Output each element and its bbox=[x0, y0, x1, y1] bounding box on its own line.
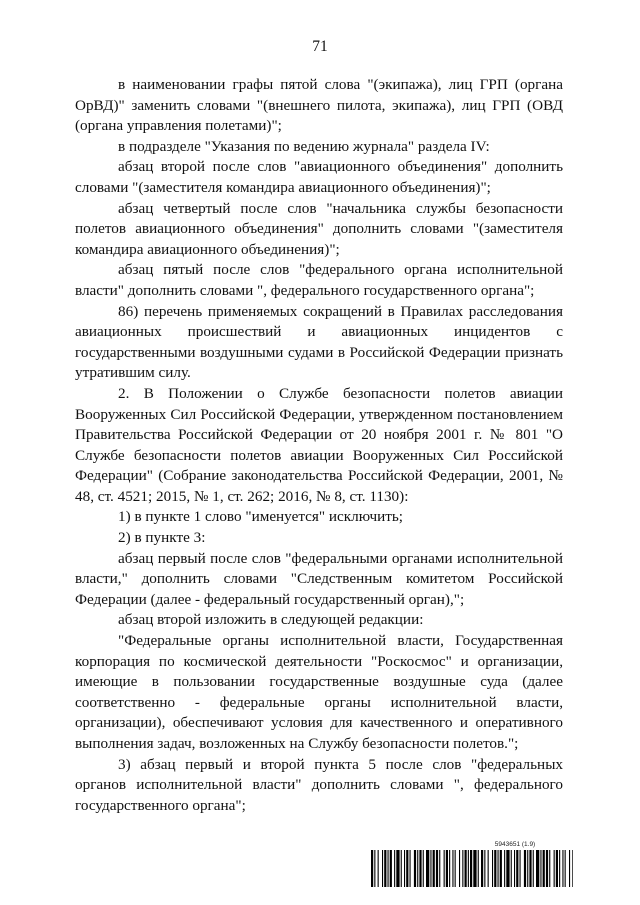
paragraph: 86) перечень применяемых сокращений в Правилах расследования авиационных происшествий и авиационных инцидентов с государственными воздушными судами в Российской Федерации признать утратившим силу. bbox=[75, 302, 563, 382]
paragraph: 2. В Положении о Службе безопасности полетов авиации Вооруженных Сил Российской Федерации, утвержденном постановлением Правительства Российской Федерации от 20 ноября 2001 г. № 801 "О Службе безопасности полетов авиации Вооруженных Сил Российской Федерации" (Собрание законодательства Российской Федерации, 2001, № 48, ст. 4521; 2015, № 1, ст. 262; 2016, № 8, ст. 1130): bbox=[75, 384, 563, 505]
paragraph: 3) абзац первый и второй пункта 5 после слов "федеральных органов исполнительной власти" дополнить словами ", федерального государственного органа"; bbox=[75, 755, 563, 814]
paragraph: абзац пятый после слов "федерального органа исполнительной власти" дополнить словами ", федерального государственного органа"; bbox=[75, 261, 563, 299]
paragraph: в подразделе "Указания по ведению журнала" раздела IV: bbox=[118, 137, 490, 155]
paragraph: "Федеральные органы исполнительной власти, Государственная корпорация по космической деятельности "Роскосмос" и организации, имеющие в пользовании государственные воздушные суда (далее соответственно - федеральные органы исполнительной власти, организации), обеспечивают условия для качественного и оперативного выполнения задач, возложенных на Службу безопасности полетов."; bbox=[75, 632, 563, 752]
document-code: 5943651 (1.9) bbox=[494, 841, 536, 848]
paragraph: абзац второй изложить в следующей редакции: bbox=[118, 611, 424, 629]
paragraph: абзац четвертый после слов "начальника службы безопасности полетов авиационного объединения" дополнить словами "(заместителя командира авиационного объединения)"; bbox=[75, 199, 563, 258]
paragraph: в наименовании графы пятой слова "(экипажа), лиц ГРП (органа ОрВД)" заменить словами "(внешнего пилота, экипажа), лиц ГРП (ОВД (органа управления полетами)"; bbox=[75, 76, 563, 135]
paragraph: 1) в пункте 1 слово "именуется" исключить; bbox=[118, 508, 404, 526]
paragraph: абзац первый после слов "федеральными органами исполнительной власти," дополнить словами "Следственным комитетом Российской Федерации (далее - федеральный государственный орган),"; bbox=[75, 549, 563, 608]
paragraph: абзац второй после слов "авиационного объединения" дополнить словами "(заместителя командира авиационного объединения)"; bbox=[75, 158, 563, 196]
document-body bbox=[75, 75, 563, 816]
paragraph: 2) в пункте 3: bbox=[118, 529, 206, 547]
barcode bbox=[371, 850, 573, 887]
page-number: 71 bbox=[312, 38, 328, 55]
